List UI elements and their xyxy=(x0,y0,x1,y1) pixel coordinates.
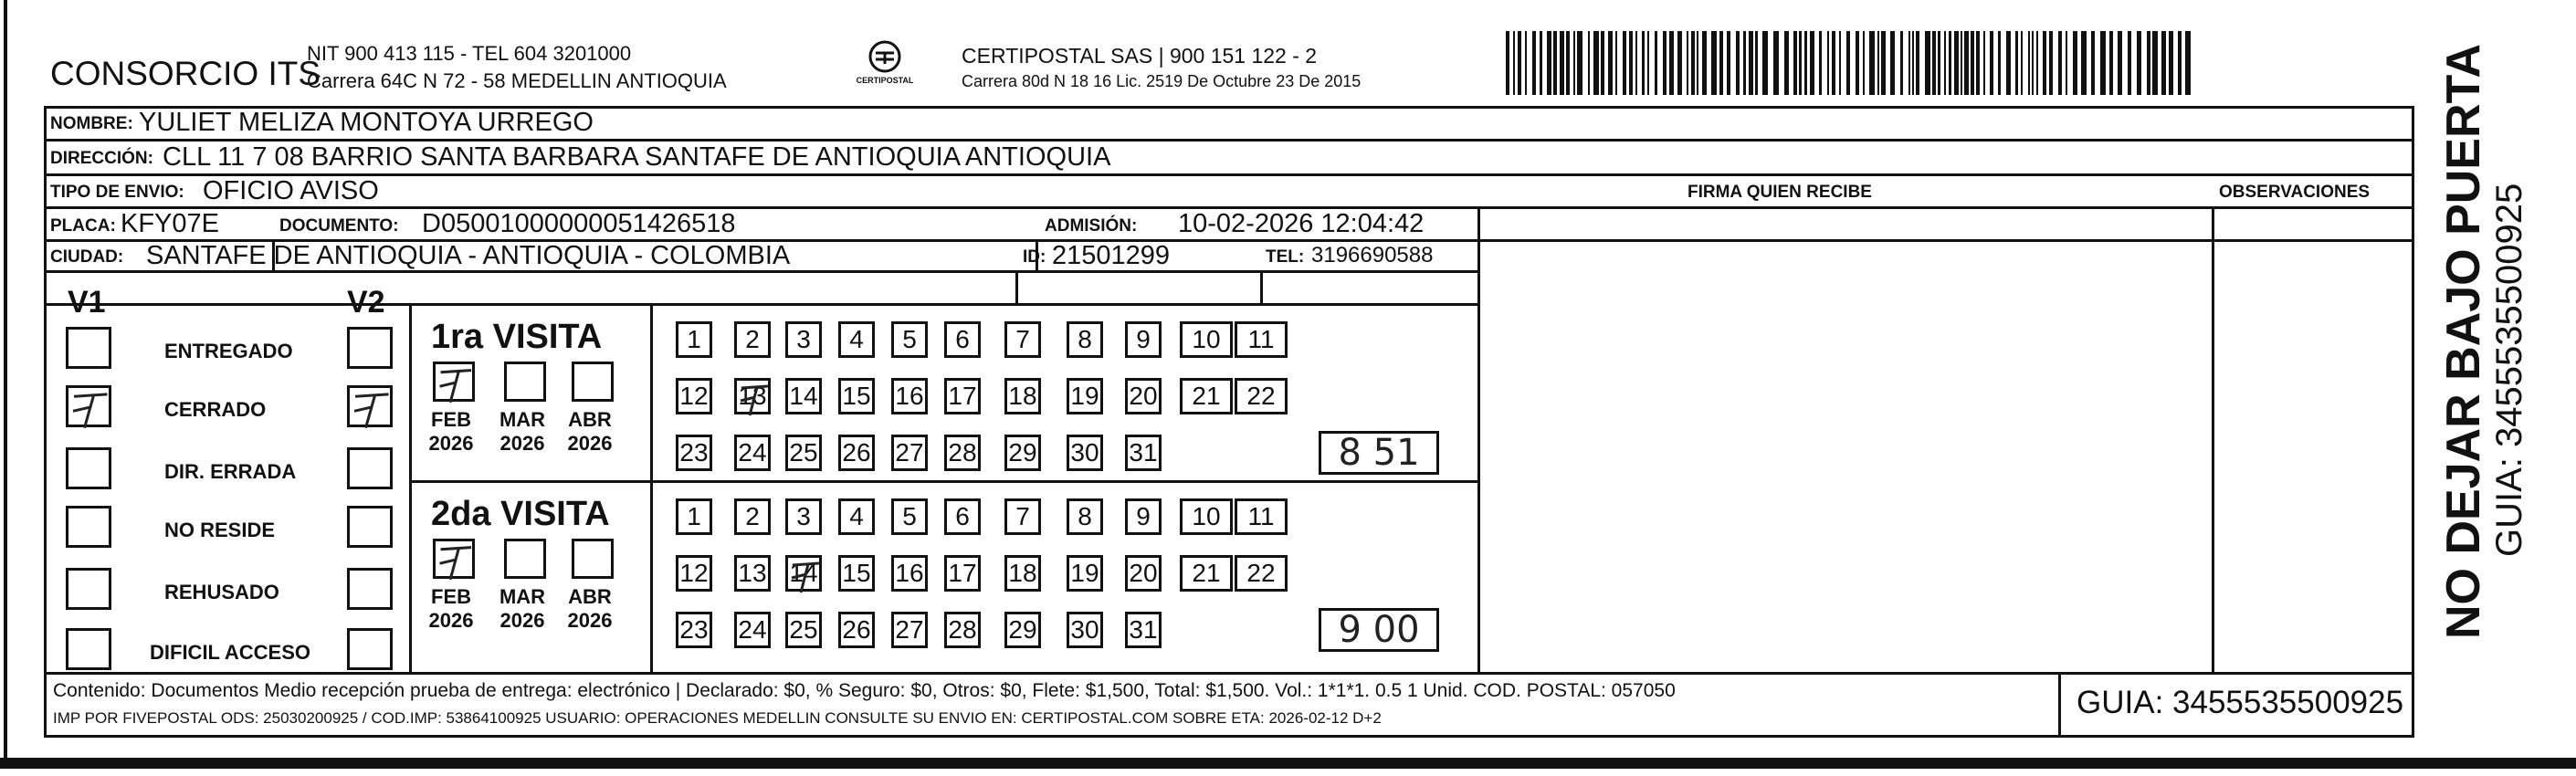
barcode-bar xyxy=(1938,31,1940,95)
barcode-bar xyxy=(1647,31,1649,95)
day-box[interactable]: 8 xyxy=(1067,321,1103,358)
check-mark-icon xyxy=(737,381,773,417)
barcode-bar xyxy=(1819,31,1822,95)
footer-guia: GUIA: 3455535500925 xyxy=(2077,685,2404,720)
status-option-label: DIFICIL ACCESO xyxy=(150,641,311,664)
day-box[interactable]: 3 xyxy=(785,321,822,358)
year-label: 2026 xyxy=(567,432,613,455)
v2-checkbox[interactable] xyxy=(347,568,393,610)
barcode-bar xyxy=(1925,31,1930,95)
placa-value: KFY07E xyxy=(121,209,219,238)
month-checkbox[interactable] xyxy=(504,539,546,579)
nombre-label: NOMBRE: xyxy=(50,114,133,133)
day-box[interactable]: 23 xyxy=(676,435,712,471)
barcode-bar xyxy=(2058,31,2062,95)
barcode-bar xyxy=(1663,31,1667,95)
barcode-bar xyxy=(1566,31,1570,95)
status-option-label: REHUSADO xyxy=(164,581,279,603)
barcode-icon xyxy=(1506,31,2195,95)
nombre-value: YULIET MELIZA MONTOYA URREGO xyxy=(139,108,594,137)
day-box[interactable]: 20 xyxy=(1125,378,1162,414)
barcode-bar xyxy=(1773,31,1779,95)
barcode-bar xyxy=(1608,31,1613,95)
visit-title: 2da VISITA xyxy=(431,495,610,533)
day-box[interactable]: 22 xyxy=(1235,555,1288,592)
barcode-bar xyxy=(1547,31,1551,95)
day-box[interactable]: 26 xyxy=(838,612,875,648)
day-box[interactable]: 20 xyxy=(1125,555,1162,592)
observaciones-label: OBSERVACIONES xyxy=(2219,183,2371,202)
check-mark-icon xyxy=(436,364,478,404)
month-checkbox[interactable] xyxy=(433,539,475,579)
v2-checkbox[interactable] xyxy=(347,327,393,369)
barcode-bar xyxy=(1832,31,1835,95)
barcode-bar xyxy=(1697,31,1698,95)
side-guia: GUIA: 3455535500925 xyxy=(2489,183,2529,557)
barcode-bar xyxy=(1971,31,1974,95)
check-mark-icon xyxy=(788,558,825,594)
day-box[interactable]: 27 xyxy=(891,435,928,471)
year-label: 2026 xyxy=(428,609,474,632)
barcode-bar xyxy=(1711,31,1717,95)
tel-value: 3196690588 xyxy=(1311,243,1434,267)
v2-checkbox[interactable] xyxy=(347,628,393,670)
direccion-value: CLL 11 7 08 BARRIO SANTA BARBARA SANTAFE DE ANTIOQUIA ANTIOQUIA xyxy=(163,142,1111,172)
barcode-bar xyxy=(1702,31,1707,95)
admision-value: 10-02-2026 12:04:42 xyxy=(1178,209,1425,238)
day-box[interactable]: 18 xyxy=(1004,378,1041,414)
barcode-bar xyxy=(2161,31,2166,95)
day-box[interactable]: 15 xyxy=(838,555,875,592)
handwritten-time-box xyxy=(1319,431,1439,475)
barcode-bar xyxy=(1810,31,1814,95)
barcode-bar xyxy=(1532,31,1536,95)
barcode-bar xyxy=(1743,31,1746,95)
v1-checkbox[interactable] xyxy=(66,447,111,489)
day-box[interactable]: 24 xyxy=(734,612,771,648)
check-mark-icon xyxy=(350,388,395,430)
day-box[interactable]: 28 xyxy=(944,612,981,648)
day-box[interactable]: 1 xyxy=(676,321,712,358)
day-box[interactable]: 30 xyxy=(1067,612,1103,648)
month-label: ABR xyxy=(568,408,612,431)
barcode-bar xyxy=(2152,31,2158,95)
barcode-bar xyxy=(1736,31,1740,95)
barcode-bar xyxy=(1629,31,1633,95)
barcode-bar xyxy=(2185,31,2191,95)
barcode-bar xyxy=(1540,31,1542,95)
day-box[interactable]: 17 xyxy=(944,378,981,414)
check-mark-icon xyxy=(68,388,114,430)
barcode-bar xyxy=(1553,31,1557,95)
barcode-bar xyxy=(1560,31,1564,95)
day-box[interactable]: 9 xyxy=(1125,498,1162,535)
barcode-bar xyxy=(1518,31,1521,95)
day-box[interactable]: 31 xyxy=(1125,612,1162,648)
visit-title: 1ra VISITA xyxy=(431,318,603,356)
month-checkbox[interactable] xyxy=(433,362,475,402)
month-label: FEB xyxy=(431,585,471,608)
barcode-bar xyxy=(1863,31,1865,95)
footer-imp: IMP POR FIVEPOSTAL ODS: 25030200925 / COD.IMP: 53864100925 USUARIO: OPERACIONES MEDELLIN CONSULTE SU ENVIO EN: CERTIPOSTAL.COM SOBRE ETA: 2026-02-12 D+2 xyxy=(53,709,1382,727)
day-box[interactable]: 13 xyxy=(734,555,771,592)
barcode-bar xyxy=(1601,31,1604,95)
day-box[interactable]: 25 xyxy=(785,612,822,648)
v1-checkbox[interactable] xyxy=(66,385,111,427)
day-box[interactable]: 10 xyxy=(1180,321,1233,358)
day-box[interactable]: 4 xyxy=(838,321,875,358)
barcode-bar xyxy=(1719,31,1723,95)
barcode-bar xyxy=(2091,31,2095,95)
barcode-bar xyxy=(2081,31,2087,95)
barcode-bar xyxy=(1593,31,1599,95)
barcode-bar xyxy=(2036,31,2038,95)
day-box[interactable]: 24 xyxy=(734,435,771,471)
direccion-label: DIRECCIÓN: xyxy=(50,149,153,168)
barcode-bar xyxy=(1839,31,1841,95)
barcode-bar xyxy=(1727,31,1730,95)
barcode-bar xyxy=(2028,31,2030,95)
check-mark-icon xyxy=(436,541,478,582)
v1-checkbox[interactable] xyxy=(66,568,111,610)
no-dejar-bajo-puerta: NO DEJAR BAJO PUERTA xyxy=(2437,43,2490,639)
year-label: 2026 xyxy=(499,609,545,632)
day-box[interactable]: 2 xyxy=(734,321,771,358)
barcode-bar xyxy=(1900,31,1903,95)
barcode-bar xyxy=(1890,31,1895,95)
barcode-bar xyxy=(2147,31,2150,95)
barcode-bar xyxy=(2049,31,2053,95)
day-box[interactable]: 27 xyxy=(891,612,928,648)
tipo-envio-value: OFICIO AVISO xyxy=(203,176,379,205)
handwritten-time: 9 00 xyxy=(1338,609,1420,651)
month-label: MAR xyxy=(499,408,546,431)
day-box[interactable]: 15 xyxy=(838,378,875,414)
placa-label: PLACA: xyxy=(50,216,116,236)
day-box[interactable]: 10 xyxy=(1180,498,1233,535)
handwritten-time: 8 51 xyxy=(1338,432,1420,474)
logo-caption: CERTIPOSTAL xyxy=(856,76,914,85)
handwritten-time-box xyxy=(1319,608,1439,652)
barcode-bar xyxy=(1983,31,1985,95)
v1-checkbox[interactable] xyxy=(66,506,111,548)
status-option-label: NO RESIDE xyxy=(164,519,276,541)
v2-checkbox[interactable] xyxy=(347,447,393,489)
firma-quien-recibe-label: FIRMA QUIEN RECIBE xyxy=(1688,183,1872,202)
barcode-bar xyxy=(1577,31,1582,95)
barcode-bar xyxy=(1932,31,1936,95)
admision-label: ADMISIÓN: xyxy=(1045,216,1138,236)
month-label: FEB xyxy=(431,408,471,431)
barcode-bar xyxy=(2073,31,2077,95)
day-box[interactable]: 28 xyxy=(944,435,981,471)
day-box[interactable]: 12 xyxy=(676,378,712,414)
barcode-bar xyxy=(2006,31,2011,95)
v2-checkbox[interactable] xyxy=(347,506,393,548)
month-checkbox[interactable] xyxy=(504,362,546,402)
company-nit: NIT 900 413 115 - TEL 604 3201000 xyxy=(307,42,632,65)
footer-contenido: Contenido: Documentos Medio recepción prueba de entrega: electrónico | Declarado: $0, % Seguro: $0, Otros: $0, Flete: $1,500, Total: $1,500. Vol.: 1*1*1. 0.5 1 Unid. COD. POSTAL: 057050 xyxy=(53,680,1676,701)
day-box[interactable]: 6 xyxy=(944,321,981,358)
documento-label: DOCUMENTO: xyxy=(279,216,399,236)
day-box[interactable]: 21 xyxy=(1180,555,1233,592)
barcode-bar xyxy=(1804,31,1807,95)
barcode-bar xyxy=(2015,31,2018,95)
day-box[interactable]: 31 xyxy=(1125,435,1162,471)
day-box[interactable]: 13 xyxy=(734,378,771,414)
barcode-bar xyxy=(1912,31,1914,95)
barcode-bar xyxy=(1623,31,1626,95)
month-checkbox[interactable] xyxy=(572,539,614,579)
barcode-bar xyxy=(1615,31,1617,95)
barcode-bar xyxy=(1755,31,1758,95)
barcode-bar xyxy=(1588,31,1590,95)
barcode-bar xyxy=(2109,31,2113,95)
barcode-bar xyxy=(1916,31,1919,95)
barcode-bar xyxy=(1976,31,1980,95)
day-box[interactable]: 16 xyxy=(891,378,928,414)
barcode-bar xyxy=(1642,31,1645,95)
day-box[interactable]: 14 xyxy=(785,555,822,592)
day-box[interactable]: 19 xyxy=(1067,555,1103,592)
barcode-bar xyxy=(1762,31,1768,95)
day-box[interactable]: 12 xyxy=(676,555,712,592)
day-box[interactable]: 14 xyxy=(785,378,822,414)
barcode-bar xyxy=(1846,31,1850,95)
day-box[interactable]: 21 xyxy=(1180,378,1233,414)
barcode-bar xyxy=(1677,31,1682,95)
tipo-envio-label: TIPO DE ENVIO: xyxy=(50,183,184,202)
v1-checkbox[interactable] xyxy=(66,628,111,670)
status-option-label: ENTREGADO xyxy=(164,340,293,362)
barcode-bar xyxy=(1944,31,1946,95)
barcode-bar xyxy=(1635,31,1637,95)
barcode-bar xyxy=(1784,31,1789,95)
barcode-bar xyxy=(1506,31,1509,95)
day-box[interactable]: 22 xyxy=(1235,378,1288,414)
barcode-bar xyxy=(1964,31,1969,95)
barcode-bar xyxy=(2137,31,2141,95)
barcode-bar xyxy=(1793,31,1797,95)
barcode-bar xyxy=(1961,31,1962,95)
tel-label: TEL: xyxy=(1266,247,1305,267)
carrier-name: CERTIPOSTAL SAS | 900 151 122 - 2 xyxy=(962,44,1318,68)
day-box[interactable]: 8 xyxy=(1067,498,1103,535)
ciudad-value: SANTAFE DE ANTIOQUIA - ANTIOQUIA - COLOMBIA xyxy=(146,241,791,270)
v1-label: V1 xyxy=(68,285,106,320)
barcode-bar xyxy=(1669,31,1674,95)
status-option-label: CERRADO xyxy=(164,398,267,421)
year-label: 2026 xyxy=(428,432,474,455)
v2-checkbox[interactable] xyxy=(347,385,393,427)
day-box[interactable]: 4 xyxy=(838,498,875,535)
day-box[interactable]: 6 xyxy=(944,498,981,535)
documento-value: D05001000000051426518 xyxy=(422,209,736,238)
day-box[interactable]: 16 xyxy=(891,555,928,592)
barcode-bar xyxy=(1908,31,1910,95)
ciudad-label: CIUDAD: xyxy=(50,247,124,267)
day-box[interactable]: 29 xyxy=(1004,435,1041,471)
barcode-bar xyxy=(1691,31,1695,95)
barcode-bar xyxy=(2178,31,2182,95)
barcode-bar xyxy=(1949,31,1951,95)
barcode-bar xyxy=(2043,31,2046,95)
barcode-bar xyxy=(2066,31,2067,95)
certipostal-logo-icon xyxy=(853,37,917,95)
day-box[interactable]: 7 xyxy=(1004,321,1041,358)
month-label: ABR xyxy=(568,585,612,608)
day-box[interactable]: 30 xyxy=(1067,435,1103,471)
day-box[interactable]: 17 xyxy=(944,555,981,592)
barcode-bar xyxy=(1954,31,1959,95)
barcode-bar xyxy=(1687,31,1688,95)
company-name: CONSORCIO ITS xyxy=(50,55,321,92)
v1-checkbox[interactable] xyxy=(66,327,111,369)
day-box[interactable]: 11 xyxy=(1235,498,1288,535)
day-box[interactable]: 19 xyxy=(1067,378,1103,414)
v2-label: V2 xyxy=(347,285,385,320)
month-label: MAR xyxy=(499,585,546,608)
year-label: 2026 xyxy=(567,609,613,632)
barcode-bar xyxy=(1856,31,1859,95)
day-box[interactable]: 3 xyxy=(785,498,822,535)
company-address: Carrera 64C N 72 - 58 MEDELLIN ANTIOQUIA xyxy=(307,69,727,92)
day-box[interactable]: 29 xyxy=(1004,612,1041,648)
day-box[interactable]: 5 xyxy=(891,498,928,535)
barcode-bar xyxy=(1573,31,1575,95)
barcode-bar xyxy=(1513,31,1515,95)
id-value: 21501299 xyxy=(1052,241,1171,270)
form-frame xyxy=(44,106,2414,738)
day-box[interactable]: 25 xyxy=(785,435,822,471)
barcode-bar xyxy=(2169,31,2173,95)
status-option-label: DIR. ERRADA xyxy=(164,460,297,483)
barcode-bar xyxy=(1749,31,1753,95)
day-box[interactable]: 18 xyxy=(1004,555,1041,592)
day-box[interactable]: 7 xyxy=(1004,498,1041,535)
day-box[interactable]: 23 xyxy=(676,612,712,648)
carrier-address: Carrera 80d N 18 16 Lic. 2519 De Octubre 23 De 2015 xyxy=(962,72,1362,90)
barcode-bar xyxy=(2032,31,2034,95)
barcode-bar xyxy=(2021,31,2023,95)
barcode-bar xyxy=(1881,31,1886,95)
year-label: 2026 xyxy=(499,432,545,455)
month-checkbox[interactable] xyxy=(572,362,614,402)
day-box[interactable]: 9 xyxy=(1125,321,1162,358)
barcode-bar xyxy=(1799,31,1802,95)
barcode-bar xyxy=(1877,31,1879,95)
id-label: ID: xyxy=(1023,247,1046,267)
day-box[interactable]: 2 xyxy=(734,498,771,535)
day-box[interactable]: 1 xyxy=(676,498,712,535)
day-box[interactable]: 11 xyxy=(1235,321,1288,358)
barcode-bar xyxy=(1525,31,1527,95)
barcode-bar xyxy=(2100,31,2106,95)
barcode-bar xyxy=(2128,31,2131,95)
barcode-bar xyxy=(1998,31,2001,95)
barcode-bar xyxy=(1827,31,1829,95)
barcode-bar xyxy=(1655,31,1657,95)
barcode-bar xyxy=(1990,31,1993,95)
day-box[interactable]: 5 xyxy=(891,321,928,358)
day-box[interactable]: 26 xyxy=(838,435,875,471)
barcode-bar xyxy=(2118,31,2122,95)
barcode-bar xyxy=(1869,31,1875,95)
